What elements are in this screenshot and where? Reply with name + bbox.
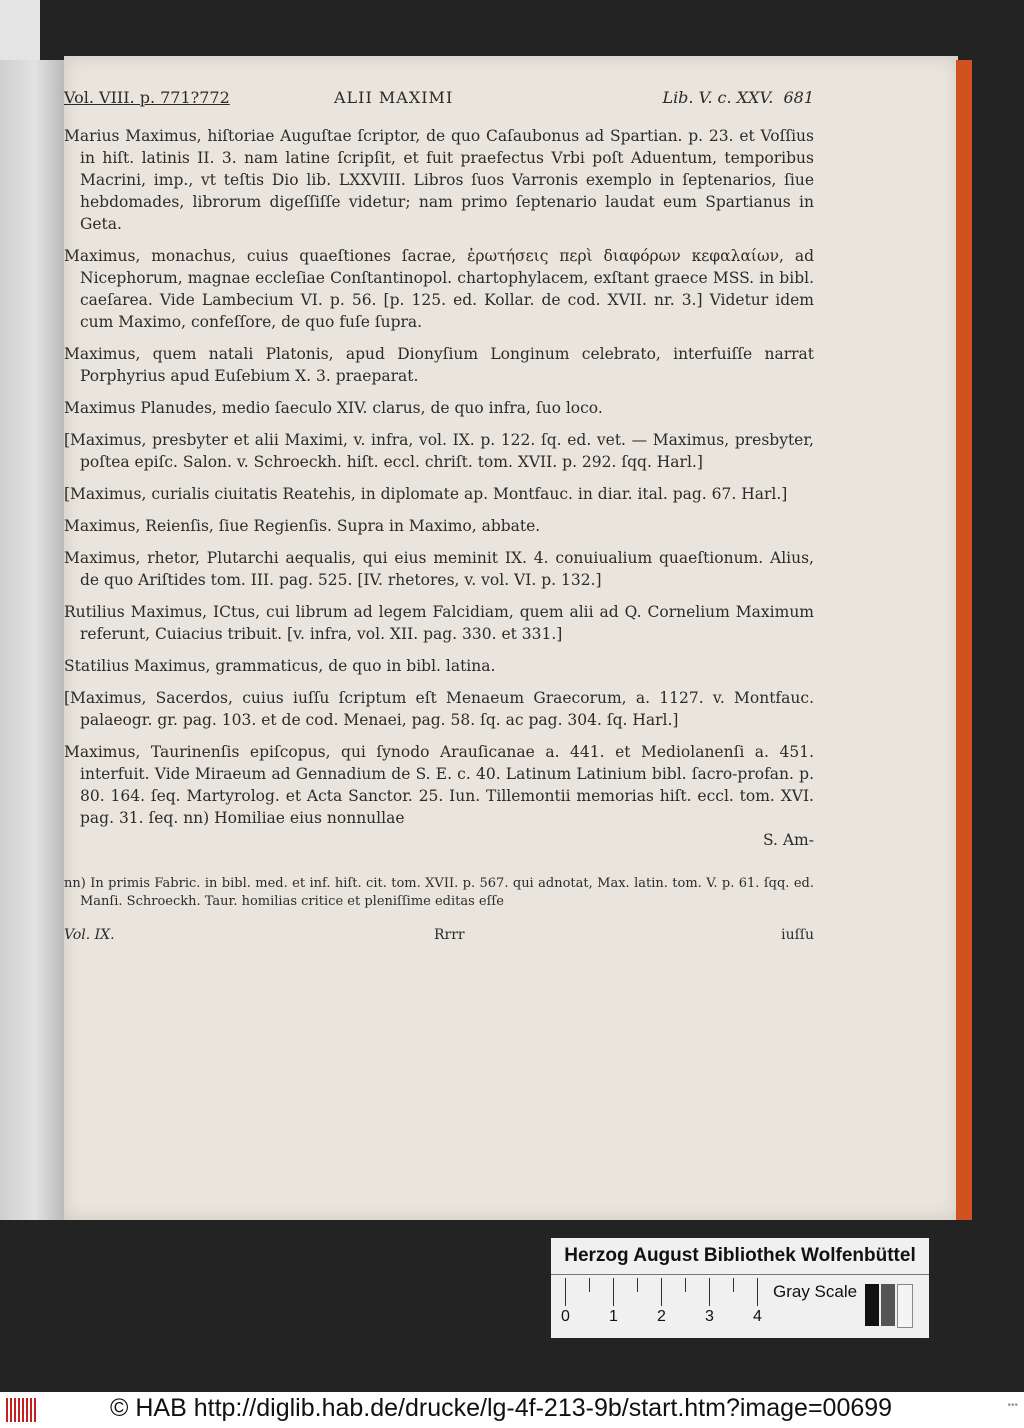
entry-maximus-curialis: [Maximus, curialis ciuitatis Reatehis, in diplomate ap. Montfauc. in diar. ital. pag. 67. Harl.] <box>64 485 788 503</box>
page-corner <box>0 0 40 60</box>
library-calibration-card <box>551 1238 929 1338</box>
entry-statilius-maximus: Statilius Maximus, grammaticus, de quo in bibl. latina. <box>64 657 496 675</box>
ruler-number: 1 <box>609 1308 618 1325</box>
entry-maximus-presbyter: [Maximus, presbyter et alii Maximi, v. infra, vol. IX. p. 122. ſq. ed. vet. — Maximus, presbyter, poſtea epiſc. Salon. v. Schroeckh. hiſt. eccl. chriſt. tom. XVII. p. 292. ſqq. Harl.] <box>64 431 814 471</box>
page-number: 681 <box>783 88 814 107</box>
page-footer <box>64 924 814 944</box>
adjacent-page <box>0 60 64 1220</box>
signature-mark: Rrrr <box>434 927 465 943</box>
ruler-number: 0 <box>561 1308 570 1325</box>
footnote: nn) In primis Fabric. in bibl. med. et inf. hiſt. cit. tom. XVII. p. 567. qui adnotat, Max. latin. tom. V. p. 61. ſqq. ed. Manſi. Schroeckh. Taur. homilias critice et pleniſſime editas eſſe <box>64 876 814 909</box>
entry-maximus-monachus: Maximus, monachus, cuius quaeſtiones ſacrae, ἐρωτήσεις περὶ διαφόρων κεφαλαίων, ad Nicephorum, magnae eccleſiae Conſtantinopol. chartophylacem, exſtant graece MSS. in bibl. caeſarea. Vide Lambecium VI. p. 56. [p. 125. ed. Kollar. de cod. XVII. nr. 3.] Videtur idem cum Maximo, confeſſore, de quo fuſe ſupra. <box>64 247 814 331</box>
entry-maximus-platonis: Maximus, quem natali Platonis, apud Dionyſium Longinum celebrato, interfuiſſe narrat Porphyrius apud Euſebium X. 3. praeparat. <box>64 345 814 385</box>
gray-swatch-mid <box>881 1284 895 1326</box>
volume-reference: Vol. VIII. p. 771?772 <box>64 88 230 107</box>
page-title: ALII MAXIMI <box>334 88 454 107</box>
status-bar <box>0 1392 1024 1428</box>
body-text <box>64 125 814 944</box>
library-name: Herzog August Bibliothek Wolfenbüttel <box>551 1238 929 1275</box>
ruler-number: 3 <box>705 1308 714 1325</box>
entry-maximus-rhetor: Maximus, rhetor, Plutarchi aequalis, qui eius meminit IX. 4. conuiualium quaeſtionum. Alius, de quo Ariſtides tom. III. pag. 525. [IV. rhetores, v. vol. VI. p. 132.] <box>64 549 814 589</box>
running-header <box>64 88 814 118</box>
gray-scale-label: Gray Scale <box>773 1282 858 1301</box>
gray-swatch-black <box>865 1284 879 1326</box>
entry-rutilius-maximus: Rutilius Maximus, ICtus, cui librum ad legem Falcidiam, quem alii ad Q. Cornelium Maximum referunt, Cuiacius tribuit. [v. infra, vol. XII. pag. 330. et 331.] <box>64 603 814 643</box>
ruler-number: 2 <box>657 1308 666 1325</box>
entry-marius-maximus: Marius Maximus, hiſtoriae Auguſtae ſcriptor, de quo Caſaubonus ad Spartian. p. 23. et Voſſius in hiſt. latinis II. 3. nam latine ſcripſit, et fuit praefectus Vrbi poſt Aduentum, temporibus Macrini, imp., vt teſtis Dio lib. LXXVIII. Libros ſuos Varronis exemplo in ſeptenarios, ſiue hebdomades, librorum digeſſiſſe videtur; nam primo ſeptenario laudat eum Spartianus in Geta. <box>64 127 814 233</box>
entry-maximus-taurinensis: Maximus, Taurinenſis epiſcopus, qui ſynodo Arauſicanae a. 441. et Mediolanenſi a. 451. interfuit. Vide Miraeum ad Gennadium de S. E. c. 40. Latinum Latinium bibl. ſacro-profan. p. 80. 164. ſeq. Martyrolog. et Acta Sanctor. 25. Iun. Tillemontii memorias hiſt. eccl. tom. XVI. pag. 31. ſeq. nn) Homiliae eius nonnullae <box>64 743 814 827</box>
entry-maximus-sacerdos: [Maximus, Sacerdos, cuius iuſſu ſcriptum eſt Menaeum Graecorum, a. 1127. v. Montfauc. palaeogr. gr. pag. 103. et de cod. Menaei, pag. 58. ſq. ac pag. 304. ſq. Harl.] <box>64 689 814 729</box>
entry-maximus-planudes: Maximus Planudes, medio ſaeculo XIV. clarus, de quo infra, ſuo loco. <box>64 399 603 417</box>
barcode-icon <box>6 1398 36 1422</box>
measurement-ruler <box>561 1278 795 1334</box>
page-edge-accent <box>956 60 972 1220</box>
signature-volume: Vol. IX. <box>64 927 115 943</box>
source-url[interactable]: © HAB http://diglib.hab.de/drucke/lg-4f-213-9b/start.htm?image=00699 <box>110 1394 893 1422</box>
gray-swatch-white <box>897 1284 913 1328</box>
ruler-number: 4 <box>753 1308 762 1325</box>
continuation-line: S. Am- <box>762 831 814 849</box>
book-reference: Lib. V. c. XXV. 681 <box>662 88 814 107</box>
entry-maximus-reiensis: Maximus, Reienſis, ſiue Regienſis. Supra in Maximo, abbate. <box>64 517 541 535</box>
ellipsis-icon: ••• <box>1007 1400 1018 1411</box>
catchword: iuſſu <box>781 927 814 943</box>
